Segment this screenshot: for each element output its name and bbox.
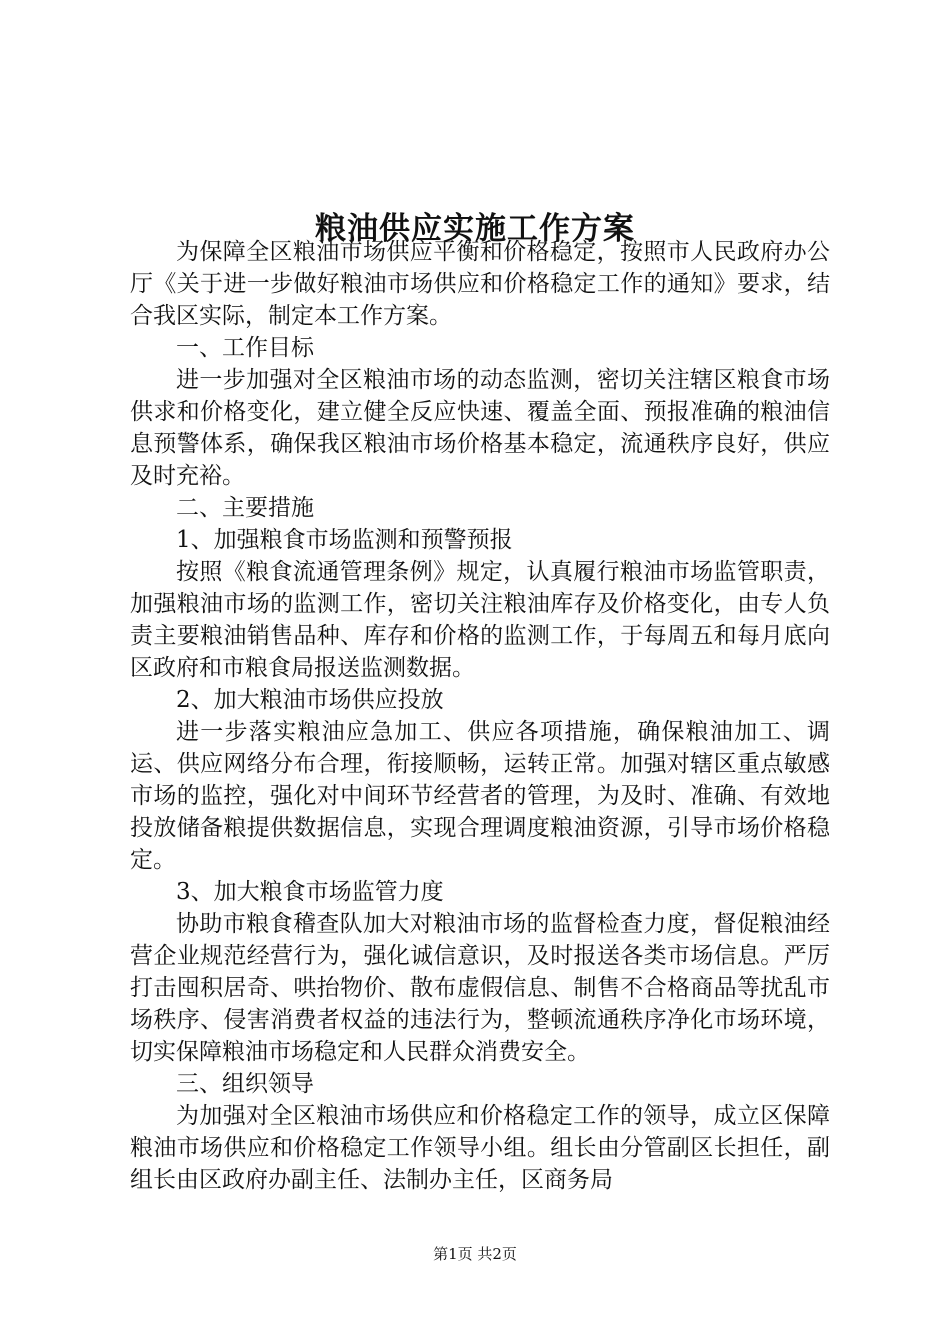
heading-leadership: 三、组织领导 [176,1071,314,1097]
paragraph-supervision: 协助市粮食稽查队加大对粮油市场的监督检查力度，督促粮油经营企业规范经营行为，强化诚信意识，及时报送各类市场信息。严厉打击囤积居奇、哄抬物价、散布虚假信息、制售不合格商品等扰乱市场秩序、侵害消费者权益的违法行为，整顿流通秩序净化市场环境，切实保障粮油市场稳定和人民群众消费安全。 [130,911,830,1065]
paragraph-supply: 进一步落实粮油应急加工、供应各项措施，确保粮油加工、调运、供应网络分布合理，衔接顺畅，运转正常。加强对辖区重点敏感市场的监控，强化对中间环节经营者的管理，为及时、准确、有效地投放储备粮提供数据信息，实现合理调度粮油资源，引导市场价格稳定。 [130,719,830,873]
subheading-monitoring: 1、加强粮食市场监测和预警预报 [176,527,513,553]
document-title: 粮油供应实施工作方案 [315,210,635,247]
subheading-supply: 2、加大粮油市场供应投放 [176,687,444,713]
paragraph-monitoring: 按照《粮食流通管理条例》规定，认真履行粮油市场监管职责，加强粮油市场的监测工作，密切关注粮油库存及价格变化，由专人负责主要粮油销售品种、库存和价格的监测工作，于每周五和每月底向区政府和市粮食局报送监测数据。 [130,559,830,681]
paragraph-work-goals: 进一步加强对全区粮油市场的动态监测，密切关注辖区粮食市场供求和价格变化，建立健全反应快速、覆盖全面、预报准确的粮油信息预警体系，确保我区粮油市场价格基本稳定，流通秩序良好，供应及时充裕。 [130,367,830,489]
paragraph-leadership: 为加强对全区粮油市场供应和价格稳定工作的领导，成立区保障粮油市场供应和价格稳定工作领导小组。组长由分管副区长担任，副组长由区政府办副主任、法制办主任，区商务局 [130,1103,830,1193]
subheading-supervision: 3、加大粮食市场监管力度 [176,879,444,905]
page-footer: 第1页 共2页 [433,1245,517,1263]
document-body [130,236,830,1196]
heading-work-goals: 一、工作目标 [176,335,314,361]
heading-main-measures: 二、主要措施 [176,495,314,521]
paragraph-intro: 为保障全区粮油市场供应平衡和价格稳定，按照市人民政府办公厅《关于进一步做好粮油市场供应和价格稳定工作的通知》要求，结合我区实际，制定本工作方案。 [130,239,830,329]
